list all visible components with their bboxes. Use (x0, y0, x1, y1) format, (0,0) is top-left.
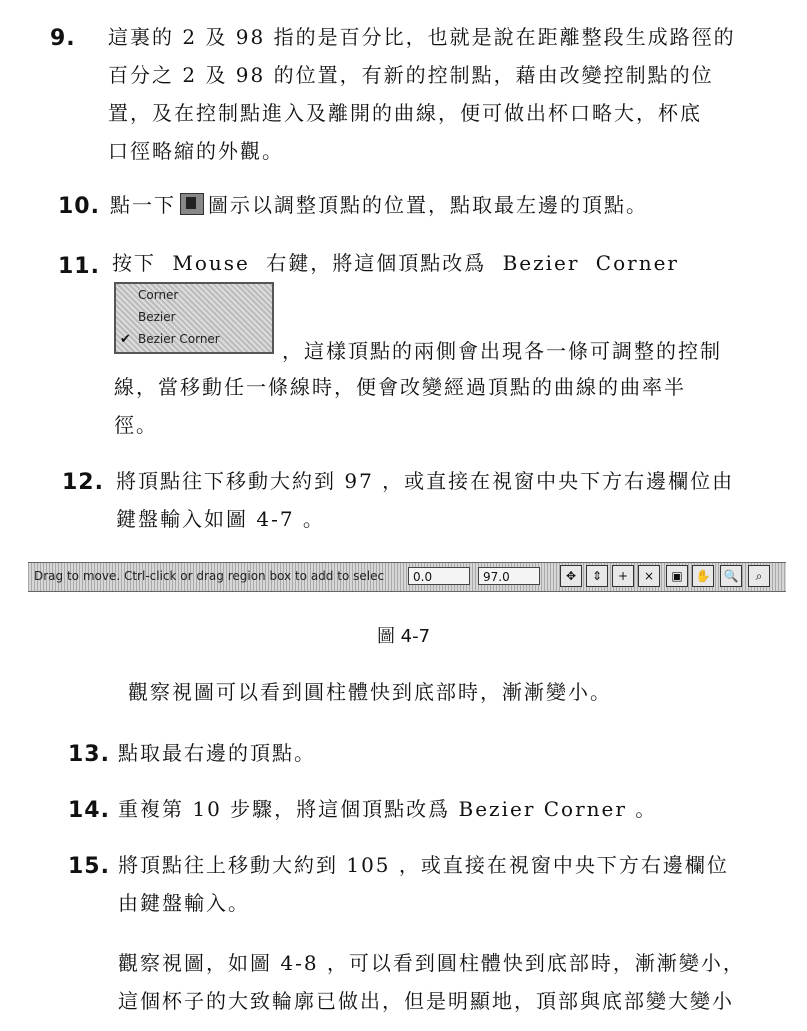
check-icon: ✔ (120, 332, 131, 347)
step-text-line1: 按下 Mouse 右鍵，將這個頂點改爲 Bezier Corner (112, 251, 679, 275)
step-number: 11. (58, 254, 100, 279)
menu-item-bezier-corner: Bezier Corner (138, 332, 220, 346)
step-text-line4: 徑。 (114, 413, 158, 437)
step-text: 點取最右邊的頂點。 (118, 741, 316, 765)
y-value-field[interactable]: 97.0 (478, 567, 540, 585)
vertex-move-icon (180, 193, 204, 215)
step-number: 15. (68, 854, 110, 879)
status-text: Drag to move. Ctrl-click or drag region box to add to selec (34, 569, 385, 583)
menu-item-bezier: Bezier (138, 310, 176, 324)
step-text-after-menu: ，這樣頂點的兩側會出現各一條可調整的控制 (282, 339, 722, 363)
step-number: 9. (50, 26, 76, 51)
step-number: 10. (58, 194, 100, 219)
step-text (110, 186, 648, 224)
paragraph: 觀察視圖可以看到圓柱體快到底部時，漸漸變小。 (128, 680, 612, 704)
text-line: 鍵盤輸入如圖 4-7 。 (116, 507, 325, 531)
insert-icon[interactable]: + (612, 565, 634, 587)
pan-icon[interactable]: ✋ (692, 565, 714, 587)
paragraph (118, 944, 745, 1020)
text-line: 將頂點往下移動大約到 97 ，或直接在視窗中央下方右邊欄位由 (116, 469, 735, 493)
x-value-field[interactable]: 0.0 (408, 567, 470, 585)
text-line: 由鍵盤輸入。 (118, 891, 250, 915)
delete-icon[interactable]: × (638, 565, 660, 587)
viewport-toolbar (28, 562, 786, 592)
text-line: 這個杯子的大致輪廓已做出，但是明顯地，頂部與底部變大變小 (118, 989, 734, 1013)
text-line: 將頂點往上移動大約到 105 ，或直接在視窗中央下方右邊欄位 (118, 853, 729, 877)
context-menu-screenshot (114, 282, 274, 354)
text-line: 觀察視圖，如圖 4-8 ，可以看到圓柱體快到底部時，漸漸變小， (118, 951, 745, 975)
text-line: 置，及在控制點進入及離開的曲線，便可做出杯口略大，杯底 (108, 101, 702, 125)
scale-icon[interactable]: ⇕ (586, 565, 608, 587)
text-fragment: 圖示以調整頂點的位置，點取最左邊的頂點。 (208, 193, 648, 217)
fit-icon[interactable]: ▣ (666, 565, 688, 587)
text-line: 口徑略縮的外觀。 (108, 139, 284, 163)
text-line: 百分之 2 及 98 的位置，有新的控制點，藉由改變控制點的位 (108, 63, 714, 87)
text-line: 這裏的 2 及 98 指的是百分比，也就是說在距離整段生成路徑的 (108, 25, 736, 49)
step-number: 13. (68, 742, 110, 767)
figure-caption: 圖 4-7 (376, 626, 431, 647)
step-text (118, 846, 729, 922)
step-text (116, 462, 734, 538)
step-text-line3: 線，當移動任一條線時，便會改變經過頂點的曲線的曲率半 (114, 375, 686, 399)
zoom-icon[interactable]: 🔍 (720, 565, 742, 587)
text-fragment: 點一下 (110, 193, 176, 217)
zoom-region-icon[interactable]: ⌕ (748, 565, 770, 587)
step-text (108, 18, 736, 170)
step-number: 14. (68, 798, 110, 823)
move-icon[interactable]: ✥ (560, 565, 582, 587)
step-number: 12. (62, 470, 104, 495)
step-text: 重複第 10 步驟，將這個頂點改爲 Bezier Corner 。 (118, 797, 658, 821)
menu-item-corner: Corner (138, 288, 179, 302)
